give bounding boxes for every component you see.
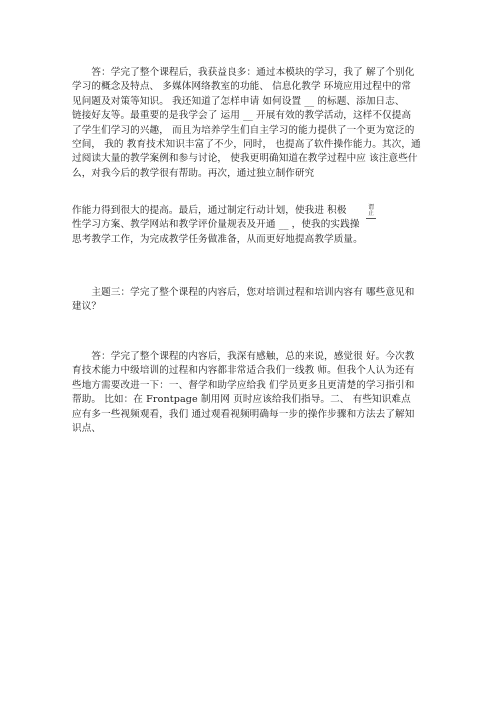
text-line: 答：学完了整个课程的内容后，我深有感触，总的来说，感觉很 好。今次教 xyxy=(72,351,415,362)
text-line: 作能力得到很大的提高。最后，通过制定行动计划，使我进 积极 xyxy=(72,205,347,216)
text-line: 空间， 我的 教育技术知识丰富了不少，同时， 也提高了软件操作能力。其次，通 xyxy=(72,139,421,151)
text-line: 识点、 xyxy=(72,423,102,435)
text-line: 主题三：学完了整个课程的内容后，您对培训过程和培训内容有 哪些意见和 xyxy=(72,287,415,298)
text-line: 答：学完了整个课程后，我获益良多：通过本模块的学习，我了 解了个别化 xyxy=(72,67,415,78)
answer-paragraph-1-continued xyxy=(72,204,430,247)
answer-paragraph-3 xyxy=(72,350,430,436)
text-line: 性学习方案、教学网站和教学评价量规表及开通 __ ，使我的实践操 xyxy=(72,219,360,231)
topic-three-question xyxy=(72,286,430,315)
text-line: 育技术能力中级培训的过程和内容都非常适合我们一线教 师。但我个人认为还有 xyxy=(72,365,415,377)
margin-mark xyxy=(366,205,376,219)
answer-paragraph-1 xyxy=(72,66,430,181)
text-line: 应有多一些视频观看，我们 通过观看视频明确每一步的操作步骤和方法去了解知 xyxy=(72,408,415,420)
text-line: 思考教学工作，为完成教学任务做准备，从而更好地提高教学质量。 xyxy=(72,233,363,245)
text-line: 学习的概念及特点、 多媒体网络教室的功能、 信息化教学 环境应用过程中的常 xyxy=(72,81,412,93)
text-line: 么，对我今后的教学很有帮助。再次，通过独立制作研究 xyxy=(72,167,315,179)
margin-mark-text: 谓 止 xyxy=(367,204,374,217)
text-line: 建议？ xyxy=(72,301,102,313)
text-line: 帮助。 比如：在 Frontpage 制用网 页时应该给我们指导。二、 有些知识难点 xyxy=(72,394,411,406)
text-line: 见问题及对策等知识。 我还知道了怎样申请 如何设置 __ 的标题、添加日志、 xyxy=(72,95,405,107)
text-line: 链接好友等。最重要的是我学会了 运用 __ 开展有效的教学活动，这样不仅提高 xyxy=(72,110,412,122)
margin-mark-underline xyxy=(366,218,376,219)
text-line: 过阅读大量的教学案例和参与讨论， 使我更明确知道在教学过程中应 该注意些什 xyxy=(72,153,418,165)
text-line: 了学生们学习的兴趣， 而且为培养学生们自主学习的能力提供了一个更为宽泛的 xyxy=(72,124,415,136)
text-line: 些地方需要改进一下：一、督学和助学应给我 们学员更多且更清楚的学习指引和 xyxy=(72,379,415,391)
